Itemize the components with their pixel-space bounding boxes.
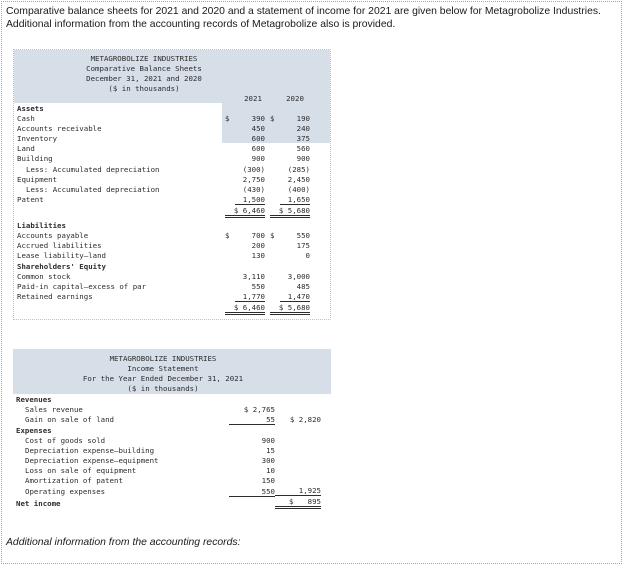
bs-value-2020: 175 — [296, 241, 310, 251]
bs-value-2020: (400) — [287, 184, 310, 194]
bs-value-2021: 900 — [251, 154, 265, 164]
bs-row-label: Cash — [17, 114, 35, 123]
bs-row-label: Common stock — [17, 272, 71, 281]
bs-value-2020: 2,450 — [287, 174, 310, 184]
bs-row-label: Accounts payable — [17, 231, 89, 240]
bs-header-units: ($ in thousands) — [108, 84, 180, 93]
is-header-units: ($ in thousands) — [127, 384, 199, 393]
bs-liabilities-heading: Liabilities — [17, 221, 66, 230]
bs-value-2021: 200 — [251, 241, 265, 251]
is-row-value: 300 — [261, 456, 275, 466]
bs-equity-heading: Shareholders' Equity — [17, 262, 106, 271]
bs-value-2020: 485 — [296, 282, 310, 292]
bs-row-label: Retained earnings — [17, 292, 93, 302]
bs-header-company: METAGROBOLIZE INDUSTRIES — [90, 54, 198, 63]
is-net-income-dollar: $ — [289, 497, 294, 506]
is-header-company: METAGROBOLIZE INDUSTRIES — [109, 354, 217, 363]
intro-line-1: Comparative balance sheets for 2021 and 2020 and a statement of income for 2021 are given below for Metagrobolize Industries. — [6, 6, 601, 17]
bs-row-label: Patent — [17, 194, 44, 204]
bs-value-2020: 1,650 — [280, 195, 310, 205]
bs-row-label: Building — [17, 154, 53, 164]
bs-assets-heading: Assets — [17, 104, 44, 113]
is-expenses-total: 1,925 — [275, 486, 321, 496]
is-header-title: Income Statement — [127, 364, 199, 373]
bs-value-2020: 190 — [296, 114, 310, 123]
is-revenues-heading: Revenues — [16, 395, 52, 404]
is-row-label: Cost of goods sold — [25, 436, 106, 445]
is-expenses-heading: Expenses — [16, 426, 52, 435]
bs-value-2021: 390 — [251, 114, 265, 123]
bs-value-2021: (430) — [242, 184, 265, 194]
bs-value-2020: 550 — [296, 231, 310, 240]
bs-value-2021: 3,110 — [242, 272, 265, 281]
bs-value-2021: 600 — [251, 134, 265, 144]
bs-row-label: Equipment — [17, 174, 58, 184]
is-row-value: 550 — [229, 487, 275, 497]
bs-value-2020: 0 — [305, 251, 310, 261]
bs-value-2021: 1,500 — [235, 195, 265, 205]
bs-row-label: Accrued liabilities — [17, 241, 102, 251]
bs-col-2021: 2021 — [244, 94, 262, 103]
is-header-period: For the Year Ended December 31, 2021 — [82, 374, 244, 383]
is-revenues-total: $ 2,820 — [289, 415, 321, 424]
is-row-value: 10 — [266, 466, 275, 476]
income-statement — [13, 349, 331, 522]
is-net-income-label: Net income — [16, 499, 61, 508]
bs-row-label: Less: Accumulated depreciation — [26, 184, 160, 194]
bs-value-2020: 3,000 — [287, 272, 310, 281]
bs-le-total-2021: $ 6,460 — [225, 303, 265, 315]
is-row-value: 55 — [229, 415, 275, 425]
bs-assets-total-2021: $ 6,460 — [225, 206, 265, 218]
intro-line-2: Additional information from the accounting records of Metagrobolize also is provided. — [6, 18, 396, 30]
bs-row-label: Accounts receivable — [17, 124, 102, 134]
balance-sheet — [13, 49, 331, 320]
is-row-label: Amortization of patent — [25, 476, 123, 486]
bs-value-2021: 550 — [251, 282, 265, 292]
bs-value-2021: 700 — [251, 231, 265, 240]
bs-dollar-2020: $ — [270, 114, 275, 123]
bs-value-2020: (285) — [287, 164, 310, 174]
is-row-label: Sales revenue — [25, 405, 83, 414]
is-row-value: 15 — [266, 446, 275, 456]
is-row-value: 150 — [261, 476, 275, 486]
is-row-label: Operating expenses — [25, 486, 106, 496]
bs-header-title: Comparative Balance Sheets — [86, 64, 202, 73]
bs-value-2021: (300) — [242, 164, 265, 174]
bs-header-date: December 31, 2021 and 2020 — [86, 74, 202, 83]
bs-value-2020: 560 — [296, 144, 310, 154]
bs-dollar-2021: $ — [225, 231, 230, 240]
bs-value-2021: 130 — [251, 251, 265, 261]
bs-dollar-2021: $ — [225, 114, 230, 123]
bs-le-total-2020: $ 5,680 — [270, 303, 310, 315]
is-row-label: Loss on sale of equipment — [25, 466, 137, 476]
bs-value-2020: 375 — [296, 134, 310, 144]
is-row-value: 900 — [261, 436, 275, 445]
bs-row-label: Less: Accumulated depreciation — [26, 164, 160, 174]
bs-value-2020: 240 — [296, 124, 310, 134]
bs-assets-total-2020: $ 5,680 — [270, 206, 310, 218]
footnote: Additional information from the accounting records: — [6, 537, 241, 548]
bs-value-2020: 900 — [296, 154, 310, 164]
bs-value-2021: 450 — [251, 124, 265, 134]
bs-value-2021: 1,770 — [235, 292, 265, 302]
is-row-label: Gain on sale of land — [25, 415, 114, 425]
bs-row-label: Lease liability–land — [17, 251, 106, 261]
is-row-label: Depreciation expense–building — [25, 446, 155, 456]
intro-text — [6, 6, 618, 31]
bs-value-2020: 1,470 — [280, 292, 310, 302]
is-net-income-value: 895 — [275, 497, 321, 509]
bs-value-2021: 2,750 — [242, 174, 265, 184]
bs-value-2021: 600 — [251, 144, 265, 154]
bs-dollar-2020: $ — [270, 231, 275, 240]
is-row-label: Depreciation expense–equipment — [25, 456, 159, 466]
bs-row-label: Paid-in capital–excess of par — [17, 282, 147, 292]
bs-row-label: Inventory — [17, 134, 58, 144]
bs-row-label: Land — [17, 144, 35, 154]
is-row-value: $ 2,765 — [243, 405, 275, 414]
bs-col-2020: 2020 — [286, 94, 304, 103]
